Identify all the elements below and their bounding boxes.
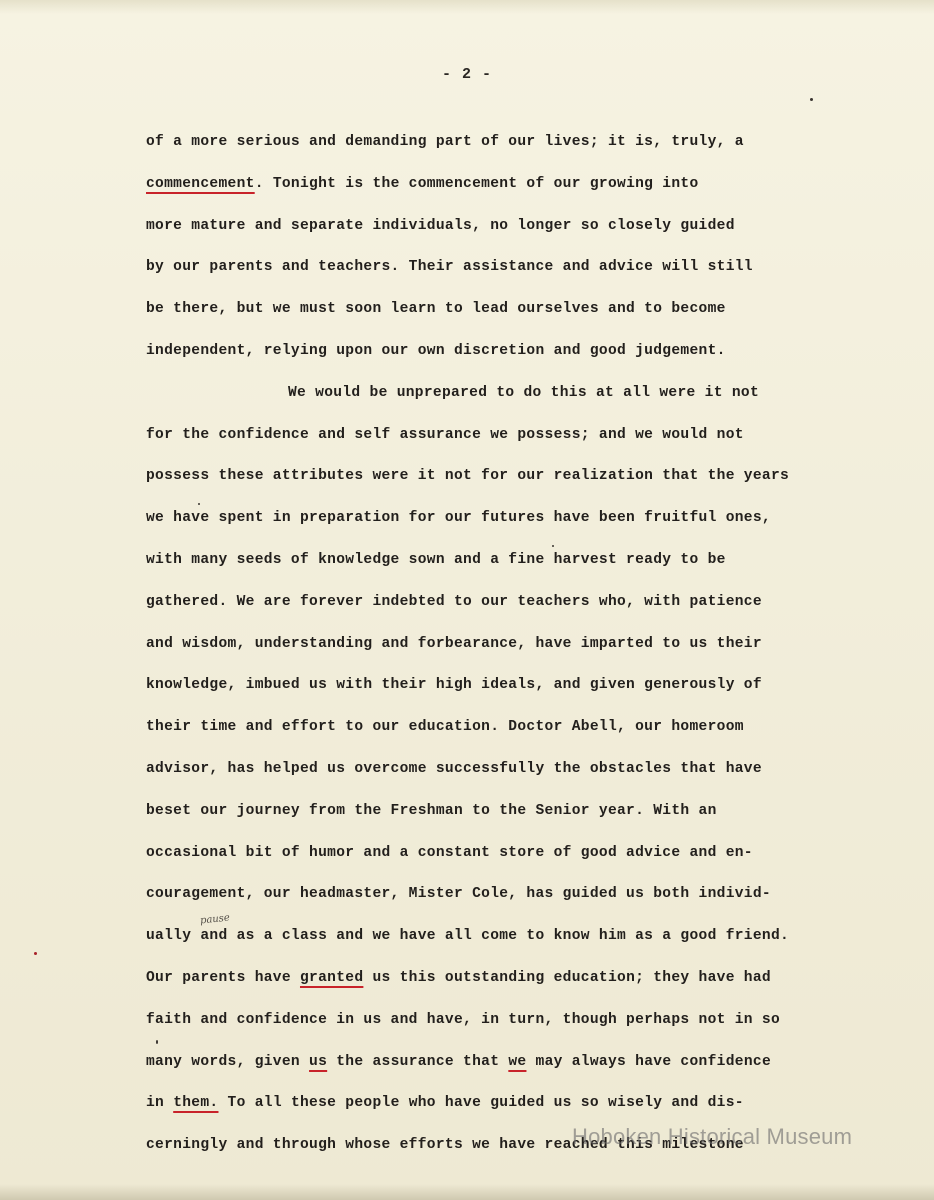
underlined-word-us: us [309,1053,328,1070]
text-line: possess these attributes were it not for our realization that the years [146,468,790,485]
museum-watermark: Hoboken Historical Museum [572,1124,853,1149]
text-line: faith and confidence in us and have, in turn, though perhaps not in so [146,1011,781,1028]
text-line: cerningly and through whose efforts we have reached this milestone [146,1137,744,1154]
paper-speck [198,503,200,505]
text-line: with many seeds of knowledge sown and a fine harvest ready to be [146,551,726,568]
underlined-word-commencement: commencement [146,175,255,192]
paper-speck [34,952,37,955]
text-line: couragement, our headmaster, Mister Cole, has guided us both individ- [146,886,771,903]
underlined-word-granted: granted [299,969,364,986]
underlined-word-we: we [508,1053,527,1070]
text-line: be there, but we must soon learn to lead ourselves and to become [146,301,726,318]
paragraph-start-line: We would be unprepared to do this at all were it not [288,384,759,401]
page-top-shadow [0,0,934,14]
text-line-underlined: in them. To all these people who have guided us so wisely and dis- [146,1095,744,1112]
text-line: by our parents and teachers. Their assistance and advice will still [146,259,753,276]
paper-speck [810,98,813,101]
speech-body-text [146,127,846,1172]
underlined-word-them: them. [173,1095,219,1112]
text-line: for the confidence and self assurance we possess; and we would not [146,426,744,443]
text-line: independent, relying upon our own discretion and good judgement. [146,342,726,359]
text-line: advisor, has helped us overcome successfully the obstacles that have [146,760,762,777]
text-line: beset our journey from the Freshman to the Senior year. With an [146,802,717,819]
text-line: more mature and separate individuals, no longer so closely guided [146,217,735,234]
text-line: their time and effort to our education. Doctor Abell, our homeroom [146,719,744,736]
text-line: and wisdom, understanding and forbearance, have imparted to us their [146,635,762,652]
text-line: knowledge, imbued us with their high ideals, and given generously of [146,677,762,694]
text-line-underlined: commencement. Tonight is the commencement of our growing into [146,175,699,192]
page-bottom-shadow [0,1184,934,1200]
paper-speck [156,1040,158,1044]
text-line: ually and as a class and we have all come to know him as a good friend. [146,928,790,945]
text-line: we have spent in preparation for our futures have been fruitful ones, [146,510,771,527]
text-line-underlined: Our parents have granted us this outstanding education; they have had [146,969,771,986]
text-line: of a more serious and demanding part of our lives; it is, truly, a [146,134,744,150]
text-line: occasional bit of humor and a constant store of good advice and en- [146,844,753,861]
handwritten-annotation: pause [199,912,231,927]
text-line-underlined: many words, given us the assurance that we may always have confidence [146,1053,772,1070]
text-line: gathered. We are forever indebted to our teachers who, with patience [146,593,762,610]
paper-speck [552,545,554,547]
page-number: - 2 - [441,66,492,83]
